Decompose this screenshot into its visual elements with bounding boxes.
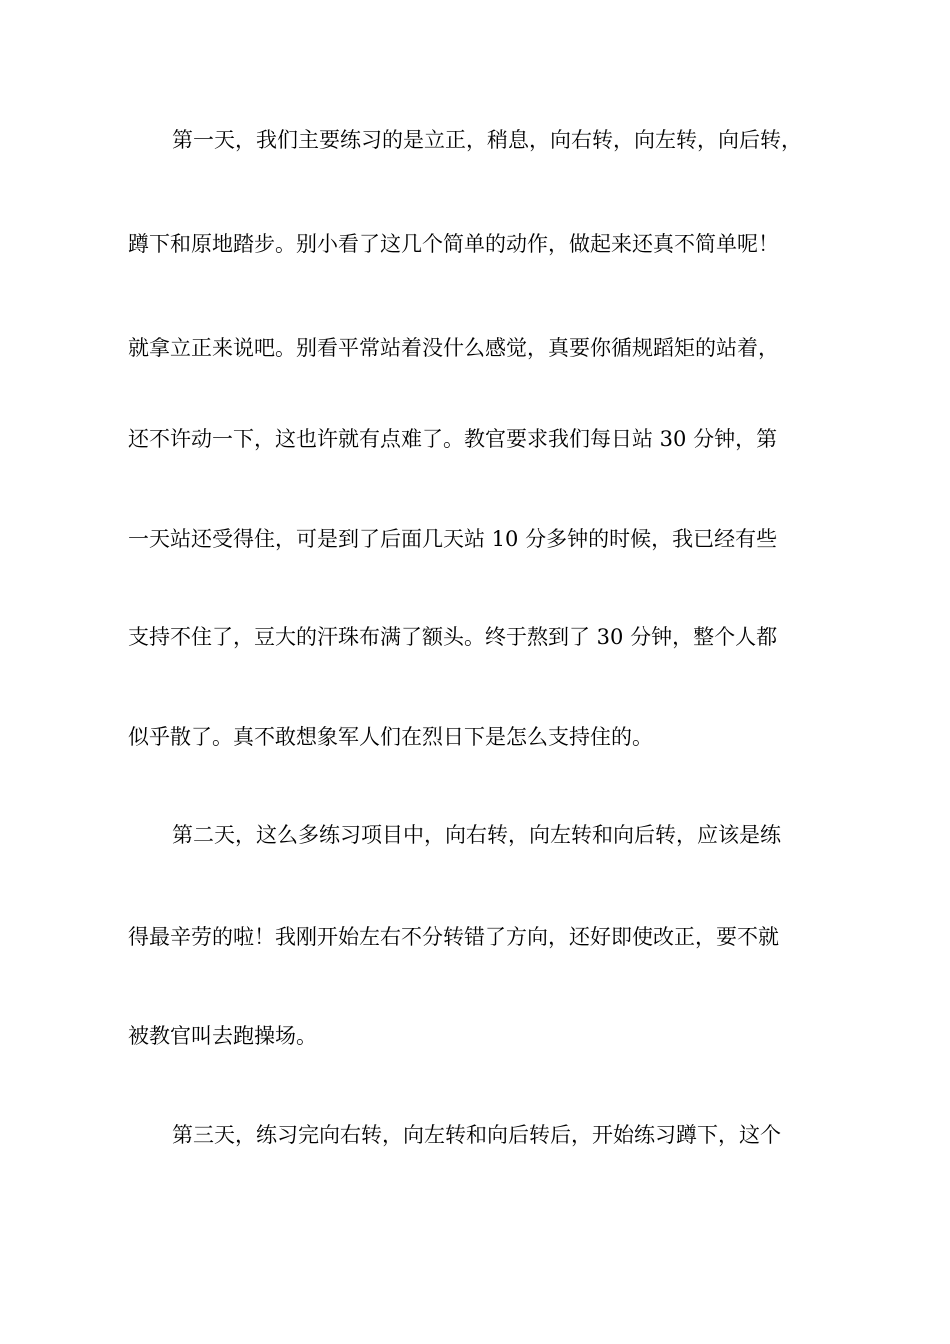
paragraph-2-line-1: 第二天，这么多练习项目中，向右转，向左转和向后转，应该是练 [172,823,781,847]
paragraph-1-line-5: 一天站还受得住，可是到了后面几天站 10 分多钟的时候，我已经有些 [128,527,778,551]
paragraph-1-line-3: 就拿立正来说吧。别看平常站着没什么感觉，真要你循规蹈矩的站着， [128,336,779,360]
paragraph-1-line-2: 蹲下和原地踏步。别小看了这几个简单的动作，做起来还真不简单呢！ [128,232,779,256]
paragraph-1-line-6: 支持不住了，豆大的汗珠布满了额头。终于熬到了 30 分钟，整个人都 [128,625,778,649]
paragraph-2-line-2: 得最辛劳的啦！我刚开始左右不分转错了方向，还好即使改正，要不就 [128,925,779,949]
paragraph-3-line-1: 第三天，练习完向右转，向左转和向后转后，开始练习蹲下，这个 [172,1123,781,1147]
paragraph-1-line-7: 似乎散了。真不敢想象军人们在烈日下是怎么支持住的。 [128,725,653,749]
paragraph-1-line-1: 第一天，我们主要练习的是立正，稍息，向右转，向左转，向后转， [172,128,802,152]
paragraph-2-line-3: 被教官叫去跑操场。 [128,1024,317,1048]
paragraph-1-line-4: 还不许动一下，这也许就有点难了。教官要求我们每日站 30 分钟，第 [128,427,778,451]
